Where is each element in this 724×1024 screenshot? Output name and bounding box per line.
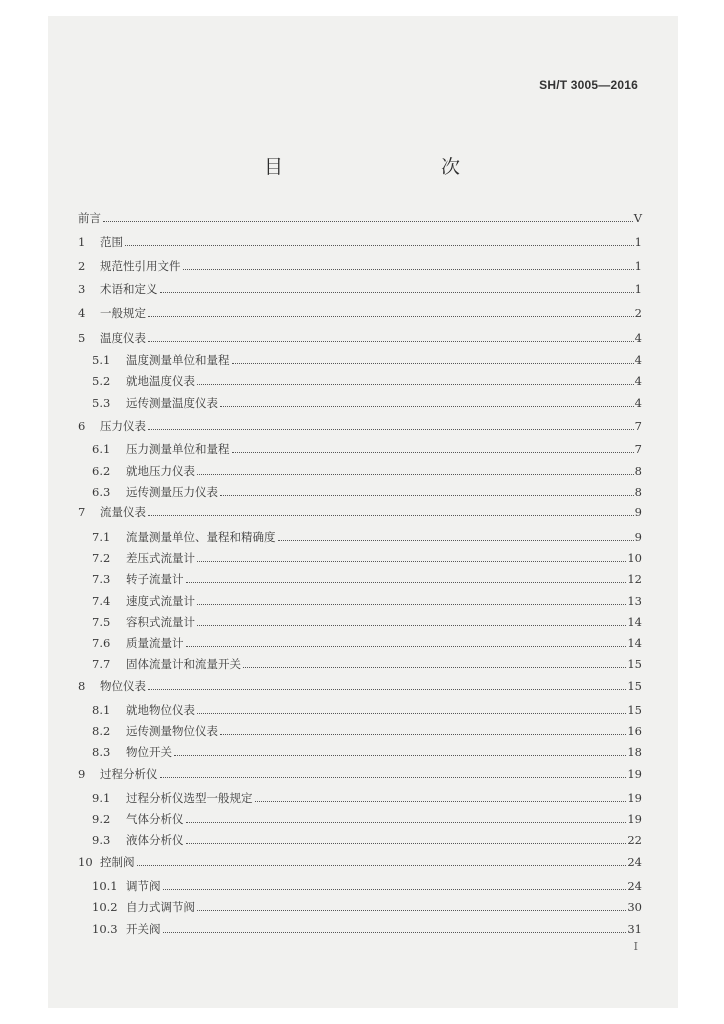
toc-entry-number: 7 xyxy=(78,505,86,519)
page-number: I xyxy=(633,940,638,953)
toc-entry-page: 14 xyxy=(627,636,642,650)
dot-leader xyxy=(197,604,626,605)
dot-leader xyxy=(197,561,626,562)
toc-entry-title: 压力测量单位和量程 xyxy=(126,442,230,456)
dot-leader xyxy=(148,515,634,516)
toc-entry-number: 8.1 xyxy=(92,703,111,717)
toc-entry-page: 4 xyxy=(634,396,642,410)
toc-entry[interactable] xyxy=(92,483,642,499)
dot-leader xyxy=(197,474,634,475)
toc-entry-title: 容积式流量计 xyxy=(126,615,195,629)
dot-leader xyxy=(148,341,634,342)
toc-entry-number: 7.6 xyxy=(92,636,111,650)
toc-entry-number: 7.7 xyxy=(92,657,111,671)
toc-entry[interactable] xyxy=(78,329,642,345)
toc-entry-page: 1 xyxy=(634,282,642,296)
toc-entry-title: 开关阀 xyxy=(126,922,161,936)
dot-leader xyxy=(174,755,626,756)
toc-entry-title: 术语和定义 xyxy=(100,282,158,296)
toc-entry-number: 9.1 xyxy=(92,791,111,805)
toc-entry-page: 22 xyxy=(627,833,642,847)
toc-entry-number: 9 xyxy=(78,767,86,781)
toc-entry-title: 物位开关 xyxy=(126,745,172,759)
toc-entry-number: 9.2 xyxy=(92,812,111,826)
toc-entry-page: 4 xyxy=(634,331,642,345)
toc-entry-title: 差压式流量计 xyxy=(126,551,195,565)
toc-entry[interactable] xyxy=(92,570,642,586)
toc-entry-page: 10 xyxy=(627,551,642,565)
toc-entry-page: 9 xyxy=(634,530,642,544)
toc-entry[interactable] xyxy=(92,613,642,629)
dot-leader xyxy=(186,822,627,823)
toc-entry-page: 24 xyxy=(627,855,642,869)
toc-entry-page: 18 xyxy=(627,745,642,759)
toc-entry[interactable] xyxy=(92,789,642,805)
toc-entry-number: 2 xyxy=(78,259,86,273)
dot-leader xyxy=(183,269,634,270)
toc-entry-page: V xyxy=(633,211,642,225)
toc-entry-page: 19 xyxy=(627,812,642,826)
toc-entry-number: 8.3 xyxy=(92,745,111,759)
dot-leader xyxy=(148,429,634,430)
toc-entry-title: 自力式调节阀 xyxy=(126,900,195,914)
toc-entry-title: 流量仪表 xyxy=(100,505,146,519)
toc-entry-number: 7.4 xyxy=(92,594,111,608)
toc-entry-title: 流量测量单位、量程和精确度 xyxy=(126,530,276,544)
toc-entry-title: 控制阀 xyxy=(100,855,135,869)
toc-entry-title: 转子流量计 xyxy=(126,572,184,586)
dot-leader xyxy=(160,777,627,778)
toc-entry-number: 8 xyxy=(78,679,86,693)
toc-entry[interactable] xyxy=(78,677,642,693)
toc-entry-number: 7.3 xyxy=(92,572,111,586)
dot-leader xyxy=(163,889,627,890)
dot-leader xyxy=(103,221,633,222)
toc-entry-page: 15 xyxy=(627,679,642,693)
toc-entry-page: 14 xyxy=(627,615,642,629)
toc-entry-page: 24 xyxy=(627,879,642,893)
dot-leader xyxy=(220,495,634,496)
dot-leader xyxy=(186,646,627,647)
toc-entry-page: 4 xyxy=(634,353,642,367)
toc-entry-title: 温度仪表 xyxy=(100,331,146,345)
toc-entry[interactable] xyxy=(78,417,642,433)
dot-leader xyxy=(255,801,627,802)
toc-entry-title: 前言 xyxy=(78,211,101,225)
toc-entry[interactable] xyxy=(92,462,642,478)
toc-entry-number: 8.2 xyxy=(92,724,111,738)
toc-entry-title: 压力仪表 xyxy=(100,419,146,433)
toc-entry[interactable] xyxy=(78,280,642,296)
dot-leader xyxy=(197,625,626,626)
toc-entry-title: 速度式流量计 xyxy=(126,594,195,608)
dot-leader xyxy=(186,582,627,583)
toc-entry[interactable] xyxy=(78,304,642,320)
toc-entry[interactable] xyxy=(78,257,642,273)
dot-leader xyxy=(148,316,634,317)
toc-entry[interactable] xyxy=(92,743,642,759)
toc-entry-number: 9.3 xyxy=(92,833,111,847)
toc-entry-page: 7 xyxy=(634,442,642,456)
toc-entry-number: 6.3 xyxy=(92,485,111,499)
toc-entry[interactable] xyxy=(92,394,642,410)
toc-entry-title: 过程分析仪选型一般规定 xyxy=(126,791,253,805)
toc-entry-title: 质量流量计 xyxy=(126,636,184,650)
toc-entry-page: 1 xyxy=(634,259,642,273)
toc-entry-number: 10.3 xyxy=(92,922,118,936)
dot-leader xyxy=(148,689,626,690)
toc-entry-page: 4 xyxy=(634,374,642,388)
toc-entry-title: 规范性引用文件 xyxy=(100,259,181,273)
toc-entry[interactable] xyxy=(92,722,642,738)
toc-entry-page: 19 xyxy=(627,767,642,781)
toc-entry[interactable] xyxy=(78,233,642,249)
toc-entry[interactable] xyxy=(92,877,642,893)
toc-entry-page: 15 xyxy=(627,657,642,671)
toc-entry-title: 一般规定 xyxy=(100,306,146,320)
toc-entry-title: 远传测量温度仪表 xyxy=(126,396,218,410)
toc-entry[interactable] xyxy=(92,810,642,826)
dot-leader xyxy=(243,667,626,668)
toc-entry[interactable] xyxy=(92,528,642,544)
toc-entry-number: 3 xyxy=(78,282,86,296)
toc-entry[interactable] xyxy=(78,765,642,781)
dot-leader xyxy=(232,452,634,453)
toc-entry-number: 7.5 xyxy=(92,615,111,629)
toc-entry[interactable] xyxy=(92,351,642,367)
toc-entry-number: 10.1 xyxy=(92,879,118,893)
toc-entry-number: 1 xyxy=(78,235,86,249)
toc-entry-number: 6.1 xyxy=(92,442,111,456)
toc-entry-number: 5 xyxy=(78,331,86,345)
toc-entry[interactable] xyxy=(78,503,642,519)
toc-entry[interactable] xyxy=(78,209,642,225)
toc-entry-page: 31 xyxy=(627,922,642,936)
dot-leader xyxy=(197,384,634,385)
toc-entry[interactable] xyxy=(92,898,642,914)
dot-leader xyxy=(163,932,627,933)
toc-entry-title: 调节阀 xyxy=(126,879,161,893)
toc-entry[interactable] xyxy=(78,853,642,869)
toc-entry[interactable] xyxy=(92,701,642,717)
toc-entry[interactable] xyxy=(92,592,642,608)
toc-entry[interactable] xyxy=(92,372,642,388)
page-title: 目 次 xyxy=(263,156,500,178)
toc-entry-title: 气体分析仪 xyxy=(126,812,184,826)
toc-entry-title: 就地温度仪表 xyxy=(126,374,195,388)
toc-entry-number: 5.1 xyxy=(92,353,111,367)
toc-entry[interactable] xyxy=(92,831,642,847)
toc-entry-page: 19 xyxy=(627,791,642,805)
toc-entry-title: 过程分析仪 xyxy=(100,767,158,781)
toc-entry-number: 7.1 xyxy=(92,530,111,544)
toc-entry-title: 远传测量物位仪表 xyxy=(126,724,218,738)
standard-code: SH/T 3005—2016 xyxy=(539,78,638,92)
toc-entry-page: 8 xyxy=(634,464,642,478)
dot-leader xyxy=(278,540,634,541)
dot-leader xyxy=(160,292,634,293)
toc-entry-number: 10.2 xyxy=(92,900,118,914)
toc-entry-number: 5.2 xyxy=(92,374,111,388)
toc-entry-number: 6 xyxy=(78,419,86,433)
toc-entry[interactable] xyxy=(92,634,642,650)
toc-entry-page: 1 xyxy=(634,235,642,249)
toc-entry-number: 4 xyxy=(78,306,86,320)
dot-leader xyxy=(197,713,626,714)
toc-entry-page: 8 xyxy=(634,485,642,499)
toc-entry-page: 13 xyxy=(627,594,642,608)
toc-entry-title: 物位仪表 xyxy=(100,679,146,693)
toc-entry[interactable] xyxy=(92,549,642,565)
dot-leader xyxy=(197,910,626,911)
toc-entry-number: 5.3 xyxy=(92,396,111,410)
toc-entry-number: 6.2 xyxy=(92,464,111,478)
toc-entry-page: 12 xyxy=(627,572,642,586)
toc-entry-page: 7 xyxy=(634,419,642,433)
toc-entry-number: 7.2 xyxy=(92,551,111,565)
dot-leader xyxy=(125,245,634,246)
dot-leader xyxy=(186,843,627,844)
toc-entry-page: 30 xyxy=(627,900,642,914)
toc-entry-title: 液体分析仪 xyxy=(126,833,184,847)
toc-entry-title: 温度测量单位和量程 xyxy=(126,353,230,367)
dot-leader xyxy=(137,865,627,866)
dot-leader xyxy=(220,734,626,735)
toc-entry-title: 就地压力仪表 xyxy=(126,464,195,478)
toc-entry-title: 远传测量压力仪表 xyxy=(126,485,218,499)
toc-entry-page: 9 xyxy=(634,505,642,519)
toc-entry-page: 2 xyxy=(634,306,642,320)
dot-leader xyxy=(220,406,634,407)
toc-entry[interactable] xyxy=(92,655,642,671)
toc-entry-page: 15 xyxy=(627,703,642,717)
toc-entry[interactable] xyxy=(92,920,642,936)
toc-entry-title: 范围 xyxy=(100,235,123,249)
toc-entry-title: 就地物位仪表 xyxy=(126,703,195,717)
toc-entry-title: 固体流量计和流量开关 xyxy=(126,657,241,671)
toc-entry-number: 10 xyxy=(78,855,93,869)
toc-entry-page: 16 xyxy=(627,724,642,738)
dot-leader xyxy=(232,363,634,364)
toc-entry[interactable] xyxy=(92,440,642,456)
